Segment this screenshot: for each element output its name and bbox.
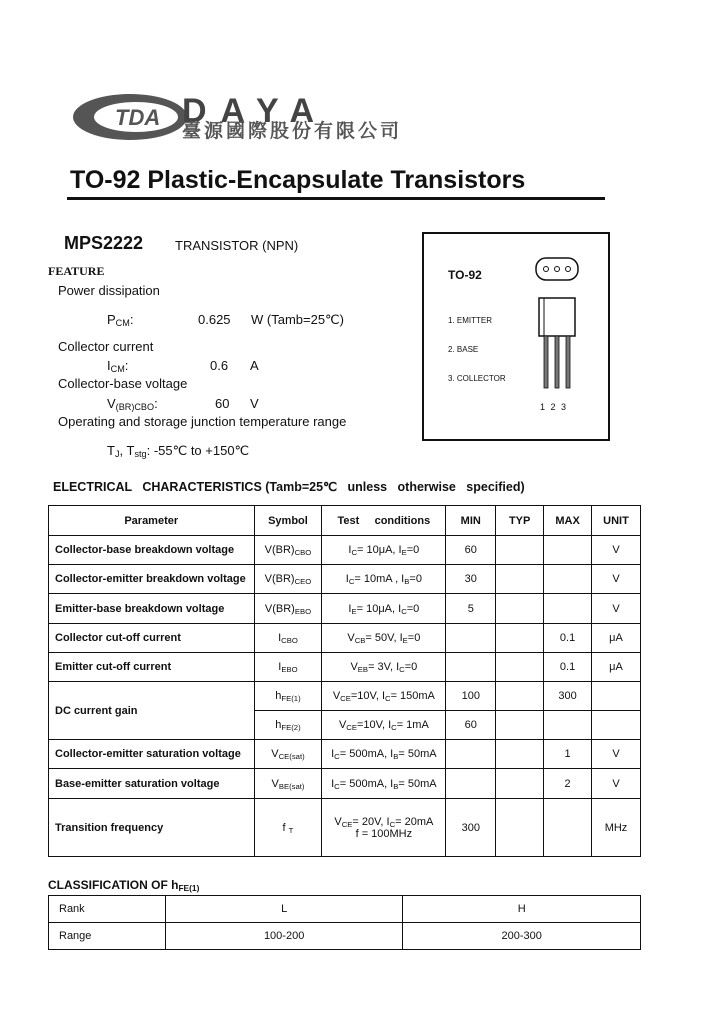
pcm-symbol: $P_{CM}$: [107,312,134,328]
page-title: TO-92 Plastic-Encapsulate Transistors [70,166,526,194]
header-test-conditions: Test conditions [322,506,446,536]
min-cell [446,624,496,653]
rank-l: L [165,896,403,923]
header-symbol: Symbol [254,506,322,536]
unit-cell [592,711,641,740]
electrical-characteristics-title: ELECTRICAL CHARACTERISTICS (Tamb=25℃ unless otherwise specified) [53,480,525,494]
table-row [49,740,641,769]
symbol-cell: $V(BR)_{EBO}$ [254,594,322,624]
condition-cell: $V_{CB}= 50V$, $I_E=0$ [322,624,446,653]
symbol-cell: $h_{FE(2)}$ [254,711,322,740]
table-row [49,799,641,857]
min-cell: 5 [446,594,496,624]
logo-text: TDA [115,105,161,130]
param-cell: Collector-base breakdown voltage [49,536,255,565]
rank-label: Rank [49,896,166,923]
header-max: MAX [544,506,592,536]
table-row [49,594,641,624]
min-cell: 60 [446,536,496,565]
param-cell: Emitter cut-off current [49,653,255,682]
classification-title: CLASSIFICATION OF $h_{FE(1)}$ [48,878,200,893]
header-parameter: Parameter [49,506,255,536]
brand-chinese-name: 臺源國際股份有限公司 [182,121,403,142]
min-cell: 100 [446,682,496,711]
model-description: TRANSISTOR (NPN) [175,238,299,253]
range-label: Range [49,923,166,950]
range-l: 100-200 [165,923,403,950]
table-row [49,536,641,565]
unit-cell: MHz [592,799,641,857]
param-cell: Emitter-base breakdown voltage [49,594,255,624]
table-row [49,682,641,711]
max-cell: 0.1 [544,624,592,653]
min-cell [446,653,496,682]
icm-value: 0.6 [210,358,229,373]
symbol-cell: $I_{CBO}$ [254,624,322,653]
feature-heading: FEATURE [48,264,105,278]
param-cell: Base-emitter saturation voltage [49,769,255,799]
symbol-cell: $V(BR)_{CEO}$ [254,565,322,594]
max-cell: 2 [544,769,592,799]
rank-row [49,896,641,923]
min-cell [446,740,496,769]
param-cell: Collector-emitter breakdown voltage [49,565,255,594]
package-diagram [422,232,610,441]
max-cell: 0.1 [544,653,592,682]
condition-cell: $V_{EB}= 3V$, $I_C=0$ [322,653,446,682]
max-cell [544,536,592,565]
vbr-symbol: $V_{(BR)CBO}$: [107,396,158,412]
unit-cell: μA [592,653,641,682]
min-cell: 300 [446,799,496,857]
model-number: MPS2222 [64,233,144,253]
logo-mark [70,92,190,142]
param-cell: Collector-emitter saturation voltage [49,740,255,769]
symbol-cell: $I_{EBO}$ [254,653,322,682]
symbol-cell: $V_{CE(sat)}$ [254,740,322,769]
typ-cell [496,711,544,740]
min-cell: 60 [446,711,496,740]
temp-label: Operating and storage junction temperature range [58,414,347,429]
typ-cell [496,536,544,565]
condition-cell: $I_C= 500mA$, $I_B= 50mA$ [322,740,446,769]
condition-cell: $I_C= 10mA$ , $I_B=0$ [322,565,446,594]
power-label: Power dissipation [58,283,160,298]
condition-cell: $V_{CE}=10V$, $I_C= 150mA$ [322,682,446,711]
to92-drawing [424,234,610,441]
param-cell: Transition frequency [49,799,255,857]
package-title: TO-92 [448,268,482,282]
pin-2-label: 2. BASE [448,345,479,354]
electrical-characteristics-table [48,505,641,857]
condition-cell: $V_{CE}=10V$, $I_C= 1mA$ [322,711,446,740]
symbol-cell: $h_{FE(1)}$ [254,682,322,711]
typ-cell [496,799,544,857]
collector-current-label: Collector current [58,339,154,354]
icm-symbol: $I_{CM}$: [107,358,129,374]
typ-cell [496,594,544,624]
temp-range: $T_J$, $T_{stg}$: -55℃ to +150℃ [107,443,250,459]
unit-cell: μA [592,624,641,653]
table-row [49,769,641,799]
vbr-unit: V [250,396,259,411]
header-typ: TYP [496,506,544,536]
max-cell [544,711,592,740]
unit-cell [592,682,641,711]
table-row [49,565,641,594]
condition-cell: $I_E= 10\mu A$, $I_C=0$ [322,594,446,624]
brand-name: DAYA [182,92,329,130]
rank-h: H [403,896,641,923]
min-cell [446,769,496,799]
typ-cell [496,565,544,594]
pcm-value: 0.625 [198,312,231,327]
pin-numbers: 1 2 3 [540,402,567,412]
typ-cell [496,624,544,653]
max-cell [544,799,592,857]
symbol-cell: $V(BR)_{CBO}$ [254,536,322,565]
param-cell: DC current gain [49,682,255,740]
typ-cell [496,682,544,711]
temp-value: -55℃ to +150℃ [153,443,250,458]
condition-cell: $I_C= 10\mu A$, $I_E=0$ [322,536,446,565]
icm-unit: A [250,358,259,373]
param-cell: Collector cut-off current [49,624,255,653]
pcm-unit: W (Tamb=25℃) [251,312,344,327]
table-header-row [49,506,641,536]
min-cell: 30 [446,565,496,594]
condition-cell: $V_{CE}= 20V$, $I_C= 20mA$ f = 100MHz [322,799,446,857]
unit-cell: V [592,536,641,565]
typ-cell [496,769,544,799]
symbol-cell: f $_T$ [254,799,322,857]
pin-3-label: 3. COLLECTOR [448,374,506,383]
typ-cell [496,653,544,682]
range-h: 200-300 [403,923,641,950]
classification-table [48,895,641,950]
max-cell [544,594,592,624]
unit-cell: V [592,740,641,769]
unit-cell: V [592,565,641,594]
typ-cell [496,740,544,769]
pin-1-label: 1. EMITTER [448,316,493,325]
max-cell: 1 [544,740,592,769]
header-min: MIN [446,506,496,536]
unit-cell: V [592,594,641,624]
symbol-cell: $V_{BE(sat)}$ [254,769,322,799]
header-unit: UNIT [592,506,641,536]
max-cell: 300 [544,682,592,711]
max-cell [544,565,592,594]
vbr-value: 60 [215,396,230,411]
condition-cell: $I_C= 500mA$, $I_B= 50mA$ [322,769,446,799]
range-row [49,923,641,950]
table-row [49,624,641,653]
table-row [49,653,641,682]
unit-cell: V [592,769,641,799]
cb-voltage-label: Collector-base voltage [58,376,188,391]
title-underline [67,197,605,200]
